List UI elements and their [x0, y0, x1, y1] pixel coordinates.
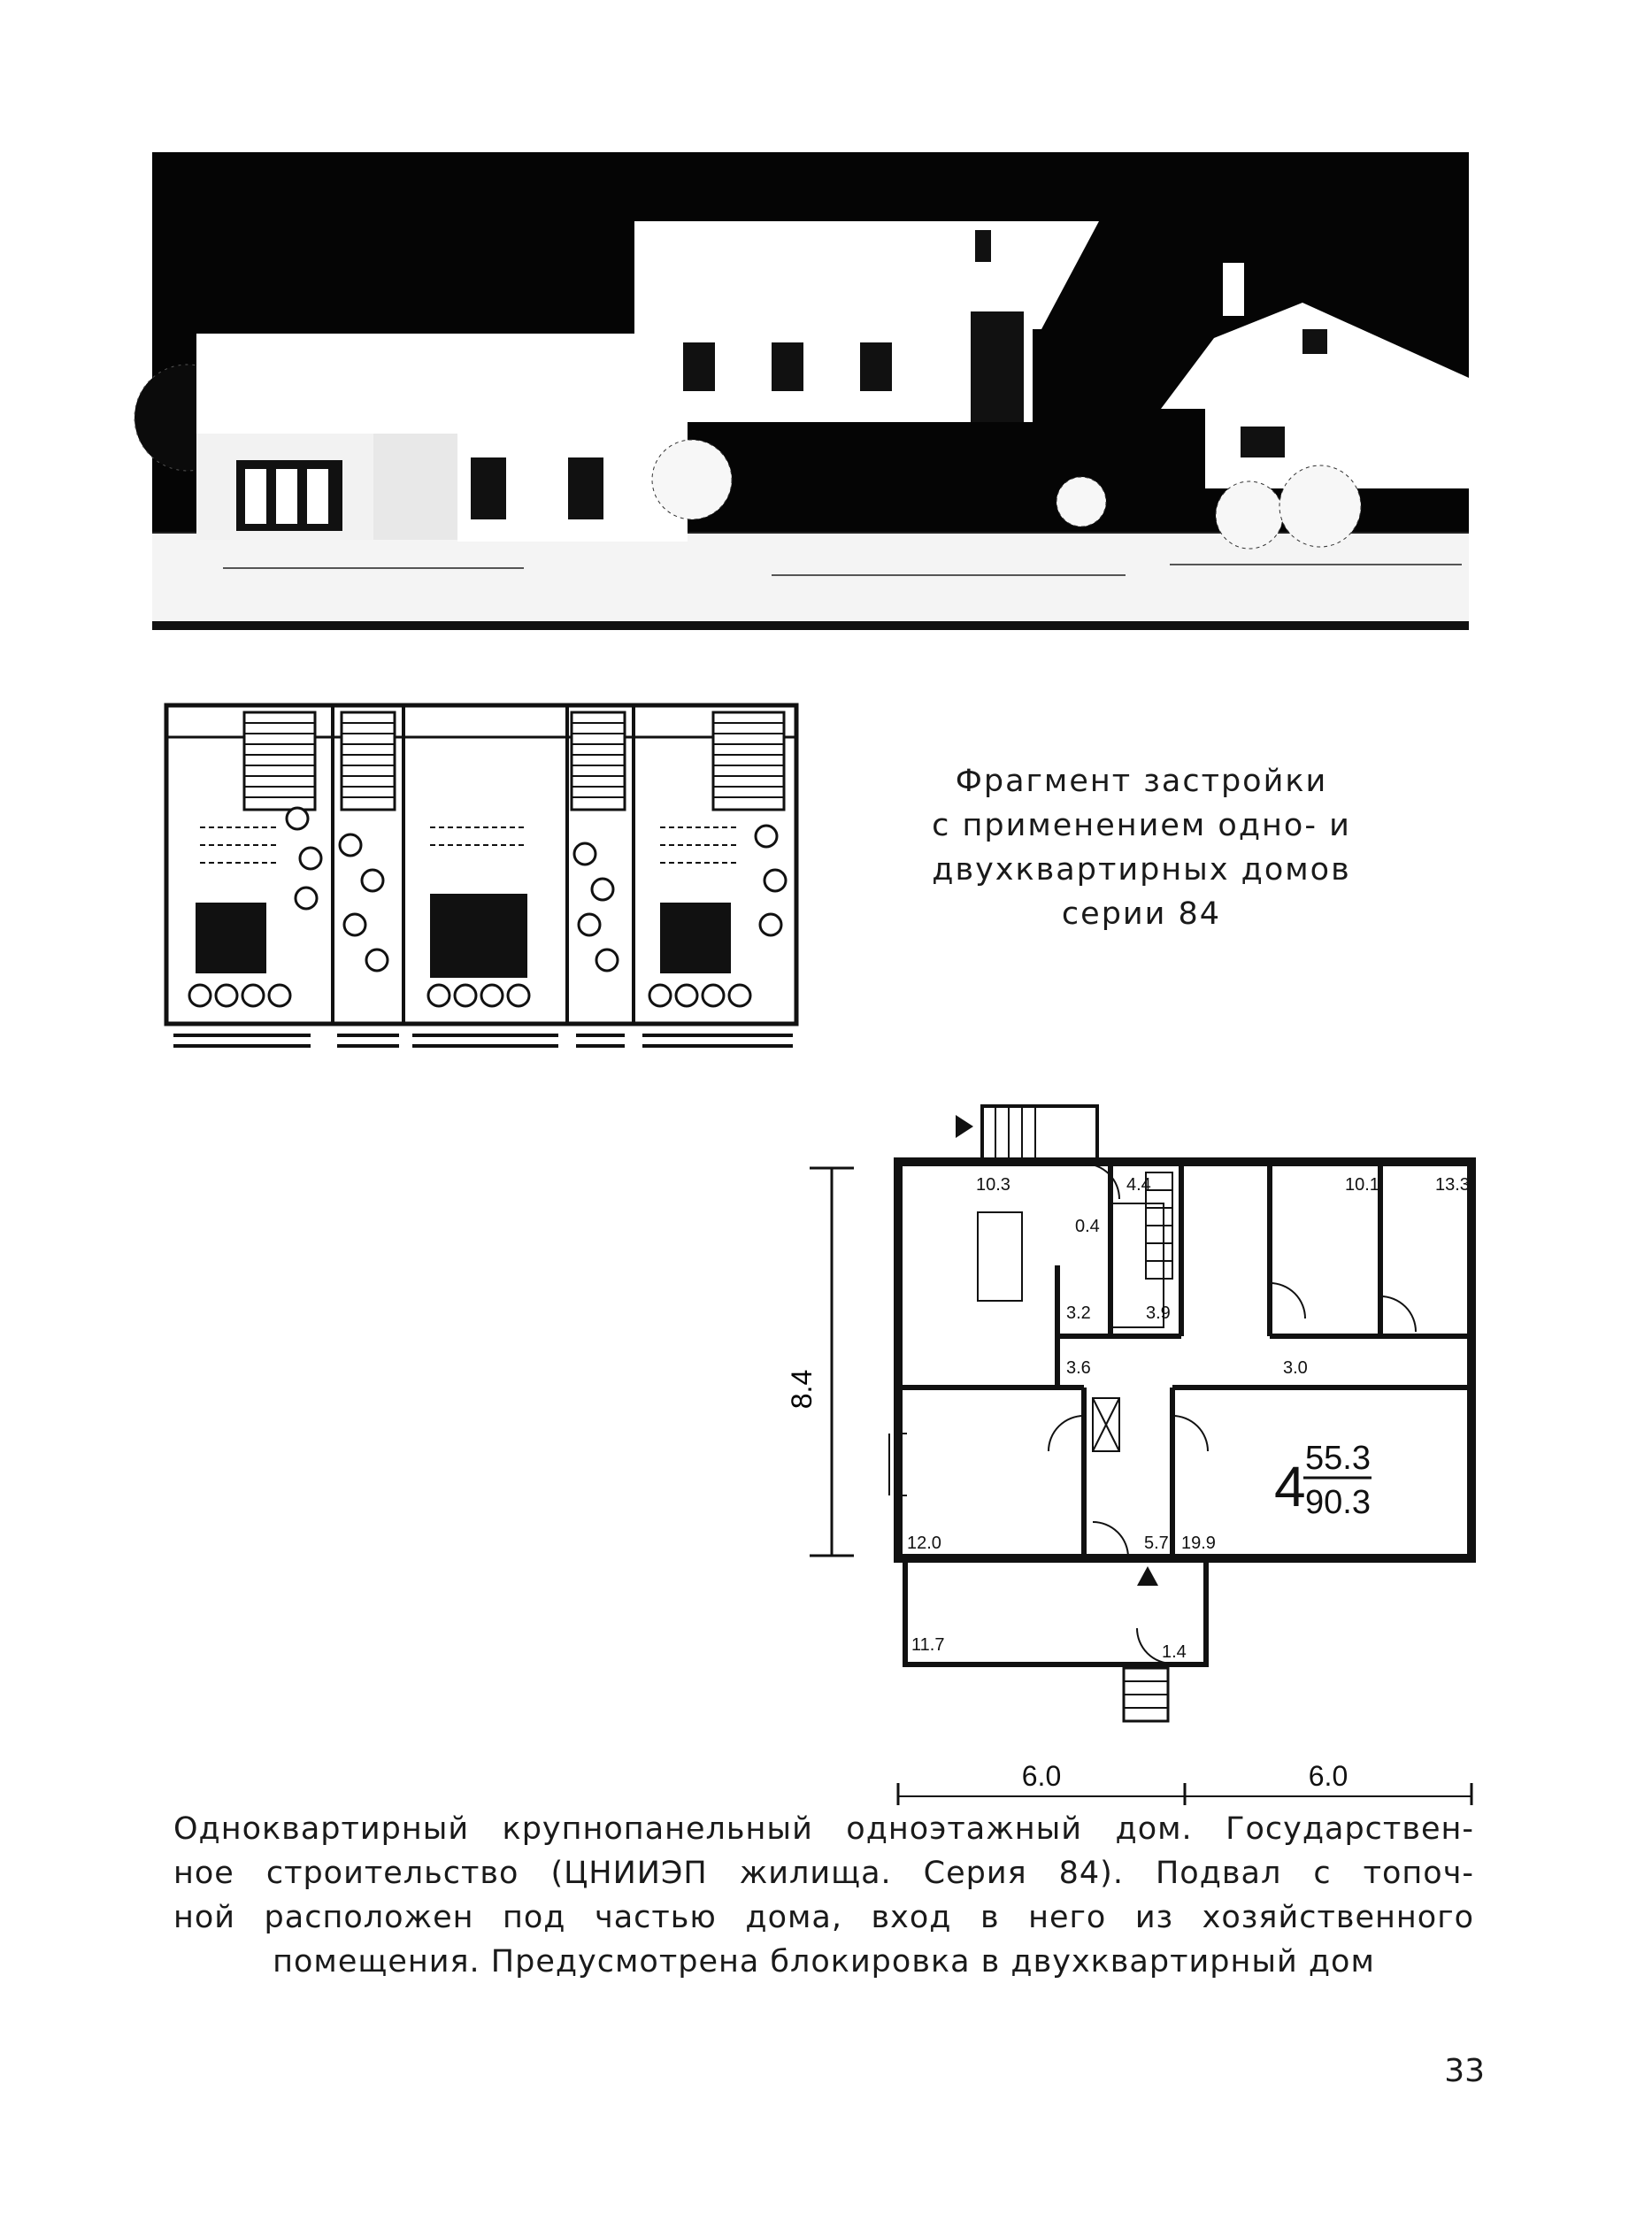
floor-plan-drawing	[786, 1097, 1491, 1805]
caption-line: двухквартирных домов	[932, 852, 1351, 888]
summary-rooms: 4	[1274, 1455, 1306, 1518]
caption-line: ное строительство (ЦНИИЭП жилища. Серия 84). Подвал с топоч-	[173, 1856, 1474, 1891]
caption-line: помещения. Предусмотрена блокировка в двухквартирный дом	[273, 1944, 1375, 1979]
area-hall-center: 5.7	[1144, 1534, 1169, 1553]
area-wc: 3.9	[1146, 1303, 1171, 1323]
house-photo-drawing	[152, 152, 1469, 621]
area-living: 19.9	[1181, 1534, 1216, 1553]
area-corridor-left: 3.6	[1066, 1358, 1091, 1378]
area-utility: 11.7	[911, 1635, 945, 1655]
area-kitchen: 10.3	[976, 1175, 1010, 1195]
area-corridor-right: 3.0	[1283, 1358, 1308, 1378]
site-plan-fragment	[165, 703, 798, 1053]
area-bath: 3.2	[1066, 1303, 1091, 1323]
area-vestibule: 1.4	[1162, 1642, 1187, 1662]
caption-line: серии 84	[1061, 896, 1222, 932]
caption-line: Одноквартирный крупнопанельный одноэтажный дом. Государствен-	[173, 1811, 1474, 1847]
width-left-dimension: 6.0	[1021, 1760, 1062, 1792]
site-plan-drawing	[165, 703, 798, 1053]
summary-living-area: 55.3	[1305, 1440, 1371, 1477]
floor-plan-caption	[173, 1807, 1474, 1984]
width-right-dimension: 6.0	[1308, 1760, 1348, 1792]
area-bedroom-2: 13.3	[1435, 1175, 1470, 1195]
house-elevation-photo	[152, 152, 1469, 630]
area-pantry: 0.4	[1075, 1217, 1100, 1236]
site-plan-caption	[894, 759, 1389, 936]
summary-total-area: 90.3	[1305, 1484, 1371, 1521]
caption-line: ной расположен под частью дома, вход в него из хозяйственного	[173, 1900, 1474, 1935]
area-bedroom-1: 10.1	[1345, 1175, 1379, 1195]
caption-line: Фрагмент застройки	[955, 764, 1328, 799]
depth-dimension: 8.4	[786, 1369, 818, 1410]
floor-plan	[786, 1097, 1491, 1805]
area-bedroom-3: 12.0	[907, 1534, 941, 1553]
caption-line: с применением одно- и	[932, 808, 1351, 843]
area-hall-top: 4.4	[1126, 1175, 1151, 1195]
page-number: 33	[1444, 2053, 1485, 2089]
